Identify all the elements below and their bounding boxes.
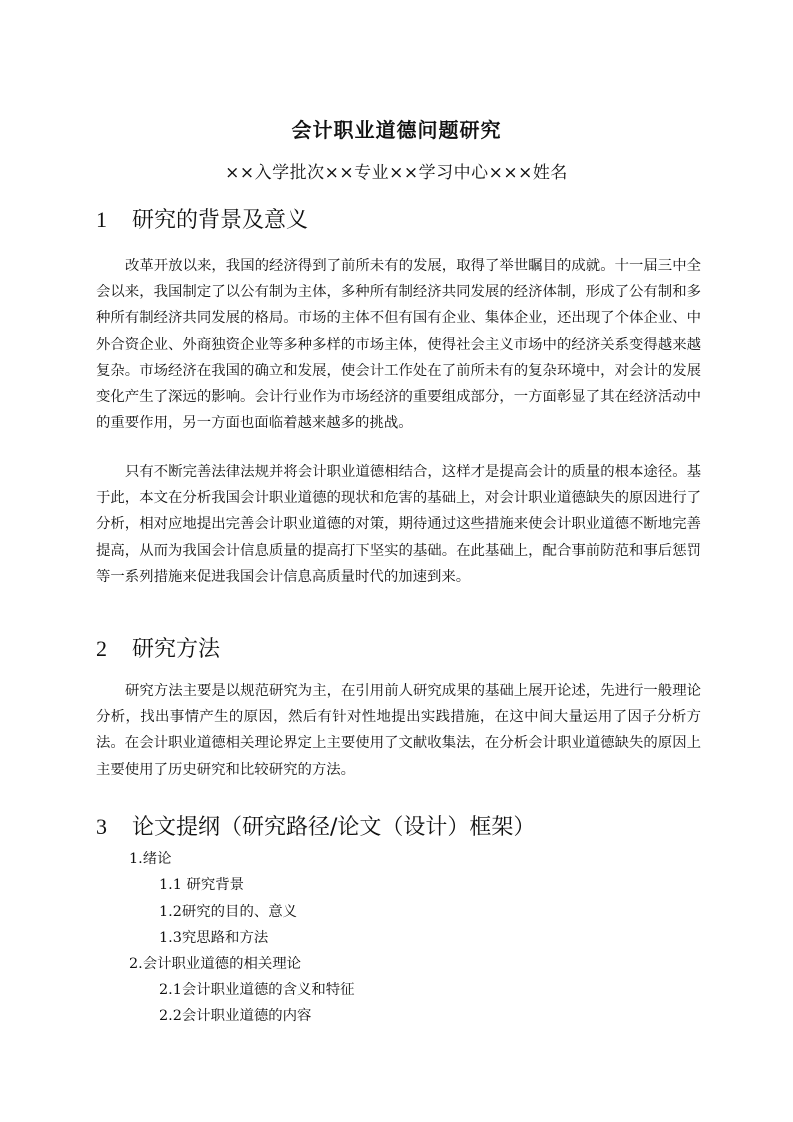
section-number: 3 <box>96 814 107 839</box>
outline-item: 2.2会计职业道德的内容 <box>159 1008 312 1024</box>
outline-item: 1.1 研究背景 <box>159 877 245 893</box>
paragraph: 只有不断完善法律法规并将会计职业道德相结合，这样才是提高会计的质量的根本途径。基于此，本文在分析我国会计职业道德的现状和危害的基础上，对会计职业道德缺失的原因进行了分析，相对应地提出完善会计职业道德的对策，期待通过这些措施来使会计职业道德不断地完善提高，从而为我国会计信息质量的提高打下坚实的基础。在此基础上，配合事前防范和事后惩罚等一系列措施来促进我国会计信息高质量时代的加速到来。 <box>96 464 701 585</box>
paragraph: 研究方法主要是以规范研究为主，在引用前人研究成果的基础上展开论述，先进行一般理论分析，找出事情产生的原因，然后有针对性地提出实践措施，在这中间大量运用了因子分析方法。在会计职业道德相关理论界定上主要使用了文献收集法，在分析会计职业道德缺失的原因上主要使用了历史研究和比较研究的方法。 <box>96 683 701 778</box>
section-number: 1 <box>96 207 107 232</box>
section-heading-2 <box>96 632 220 663</box>
outline-item: 1.3究思路和方法 <box>159 930 269 946</box>
outline-item: 2.会计职业道德的相关理论 <box>129 956 302 972</box>
section-title: 论文提纲（研究路径/论文（设计）框架） <box>132 815 536 840</box>
outline-item: 1.绪论 <box>129 851 172 867</box>
outline-item: 1.2研究的目的、意义 <box>159 904 298 920</box>
section-number: 2 <box>96 636 107 661</box>
section-heading-3 <box>96 810 535 841</box>
paragraph: 改革开放以来，我国的经济得到了前所未有的发展，取得了举世瞩目的成就。十一届三中全会以来，我国制定了以公有制为主体，多种所有制经济共同发展的经济体制，形成了公有制和多种所有制经济共同发展的格局。市场的主体不但有国有企业、集体企业，还出现了个体企业、中外合资企业、外商独资企业等多种多样的市场主体，使得社会主义市场中的经济关系变得越来越复杂。市场经济在我国的确立和发展，使会计工作处在了前所未有的复杂环境中，对会计的发展变化产生了深远的影响。会计行业作为市场经济的重要组成部分，一方面彰显了其在经济活动中的重要作用，另一方面也面临着越来越多的挑战。 <box>96 258 701 432</box>
section-title: 研究方法 <box>132 637 221 662</box>
outline-item: 2.1会计职业道德的含义和特征 <box>159 982 355 998</box>
section-heading-1 <box>96 203 308 234</box>
page-title: 会计职业道德问题研究 <box>291 118 502 142</box>
author-line: ××入学批次××专业××学习中心×××姓名 <box>225 163 568 183</box>
section-title: 研究的背景及意义 <box>132 208 309 233</box>
